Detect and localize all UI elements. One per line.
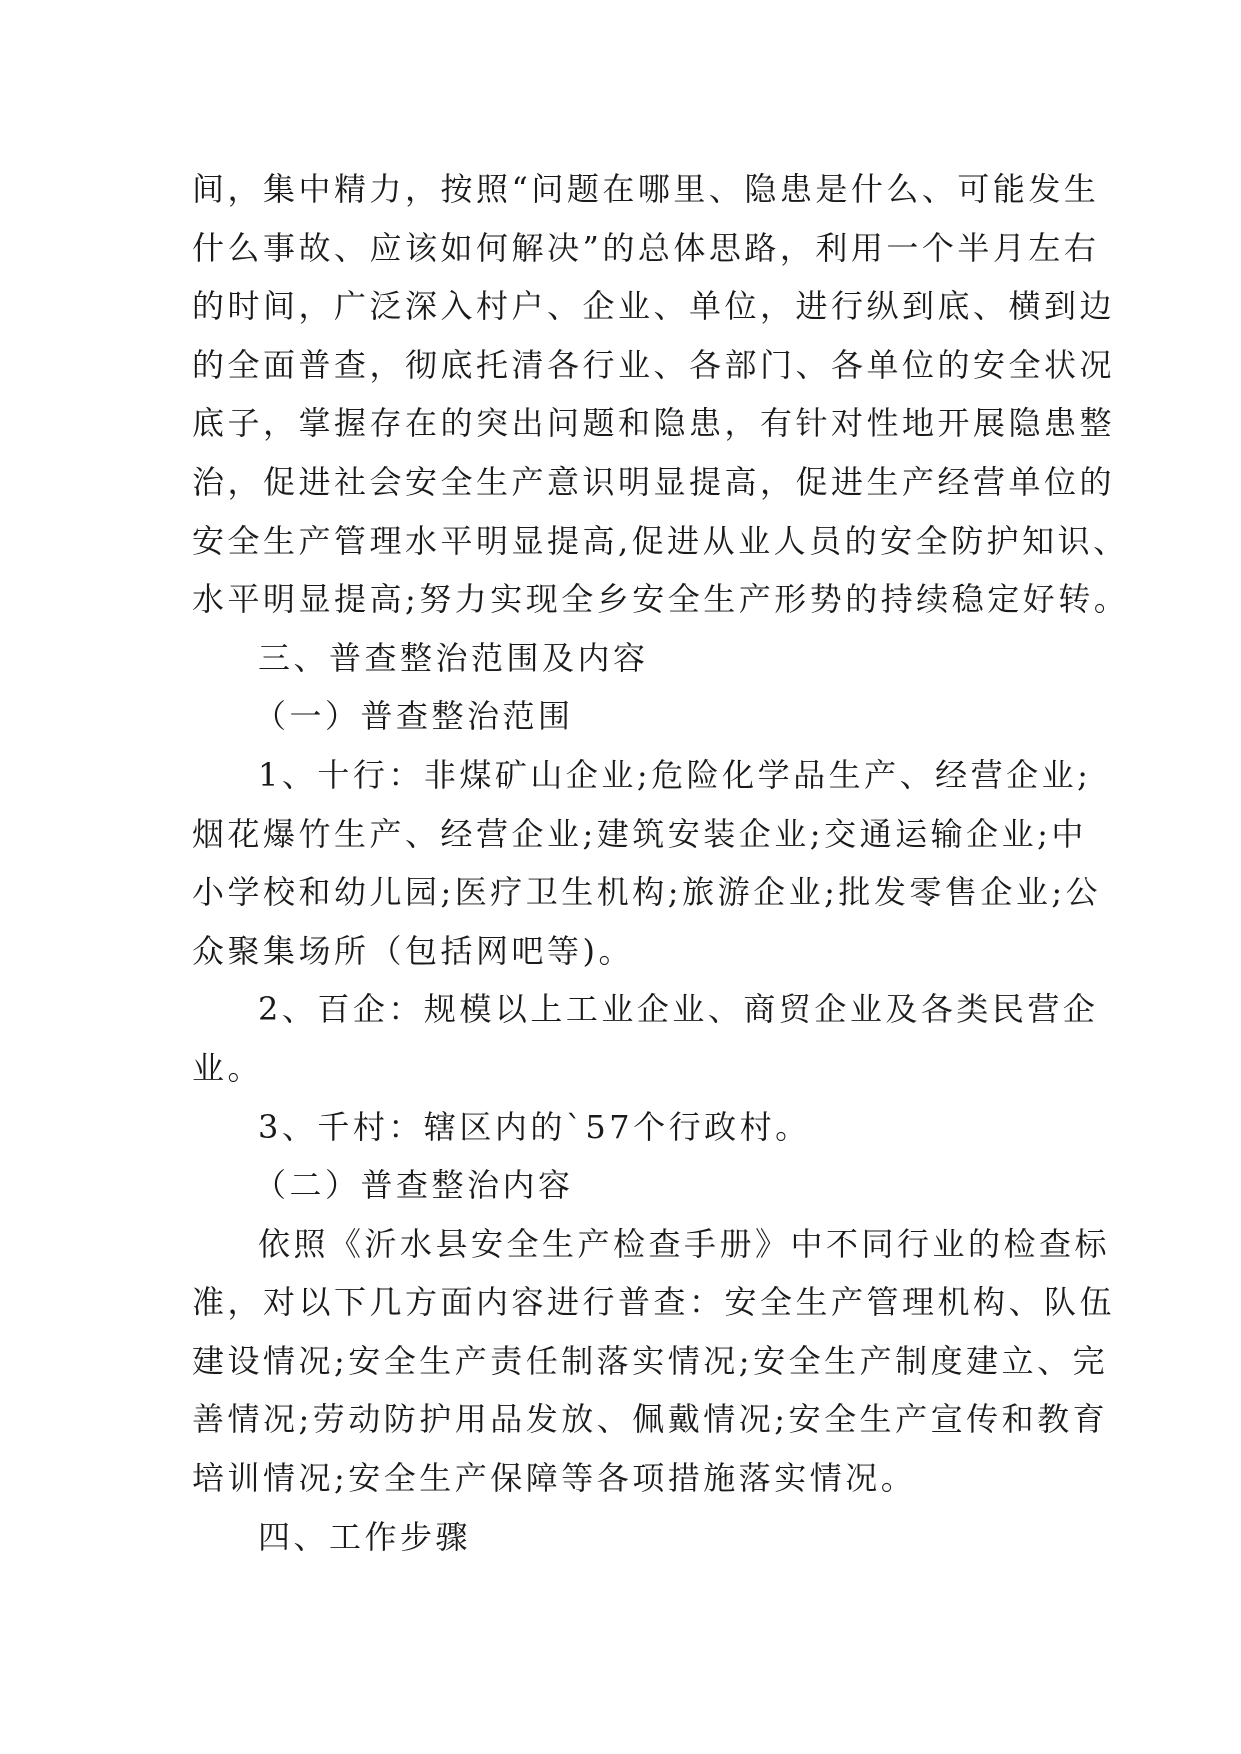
body-line: 间，集中精力，按照“问题在哪里、隐患是什么、可能发生	[192, 170, 1100, 208]
body-line: 小学校和幼儿园;医疗卫生机构;旅游企业;批发零售企业;公	[192, 873, 1102, 912]
body-line: 依照《沂水县安全生产检查手册》中不同行业的检查标	[258, 1224, 1111, 1263]
body-line: 的时间，广泛深入村户、企业、单位，进行纵到底、横到边	[192, 287, 1116, 326]
list-item-3: 3、千村：辖区内的`57个行政村。	[258, 1107, 811, 1146]
body-line: 准，对以下几方面内容进行普查：安全生产管理机构、队伍	[192, 1283, 1116, 1322]
body-line: 烟花爆竹生产、经营企业;建筑安装企业;交通运输企业;中	[192, 814, 1087, 853]
body-line: 治，促进社会安全生产意识明显提高，促进生产经营单位的	[192, 462, 1116, 501]
body-line: 业。	[192, 1048, 264, 1087]
body-line: 什么事故、应该如何解决”的总体思路，利用一个半月左右	[192, 228, 1100, 267]
list-item-2: 2、百企：规模以上工业企业、商贸企业及各类民营企	[258, 990, 1099, 1029]
body-line: 培训情况;安全生产保障等各项措施落实情况。	[192, 1459, 917, 1498]
section-heading-3: 三、普查整治范围及内容	[258, 638, 649, 677]
body-line: 善情况;劳动防护用品发放、佩戴情况;安全生产宣传和教育	[192, 1400, 1109, 1439]
document-body	[192, 160, 1130, 1566]
body-line: 水平明显提高;努力实现全乡安全生产形势的持续稳定好转。	[192, 580, 1130, 619]
body-line: 建设情况;安全生产责任制落实情况;安全生产制度建立、完	[192, 1341, 1109, 1380]
list-item-1: 1、十行：非煤矿山企业;危险化学品生产、经营企业;	[258, 755, 1092, 794]
body-line: 安全生产管理水平明显提高,促进从业人员的安全防护知识、	[192, 521, 1129, 560]
body-line: 的全面普查，彻底托清各行业、各部门、各单位的安全状况	[192, 345, 1116, 384]
subsection-heading-1: （一）普查整治范围	[254, 697, 574, 736]
section-heading-4: 四、工作步骤	[258, 1517, 472, 1556]
body-line: 众聚集场所（包括网吧等)。	[192, 931, 634, 970]
body-line: 底子，掌握存在的突出问题和隐患，有针对性地开展隐患整	[192, 404, 1116, 443]
subsection-heading-2: （二）普查整治内容	[254, 1166, 574, 1205]
